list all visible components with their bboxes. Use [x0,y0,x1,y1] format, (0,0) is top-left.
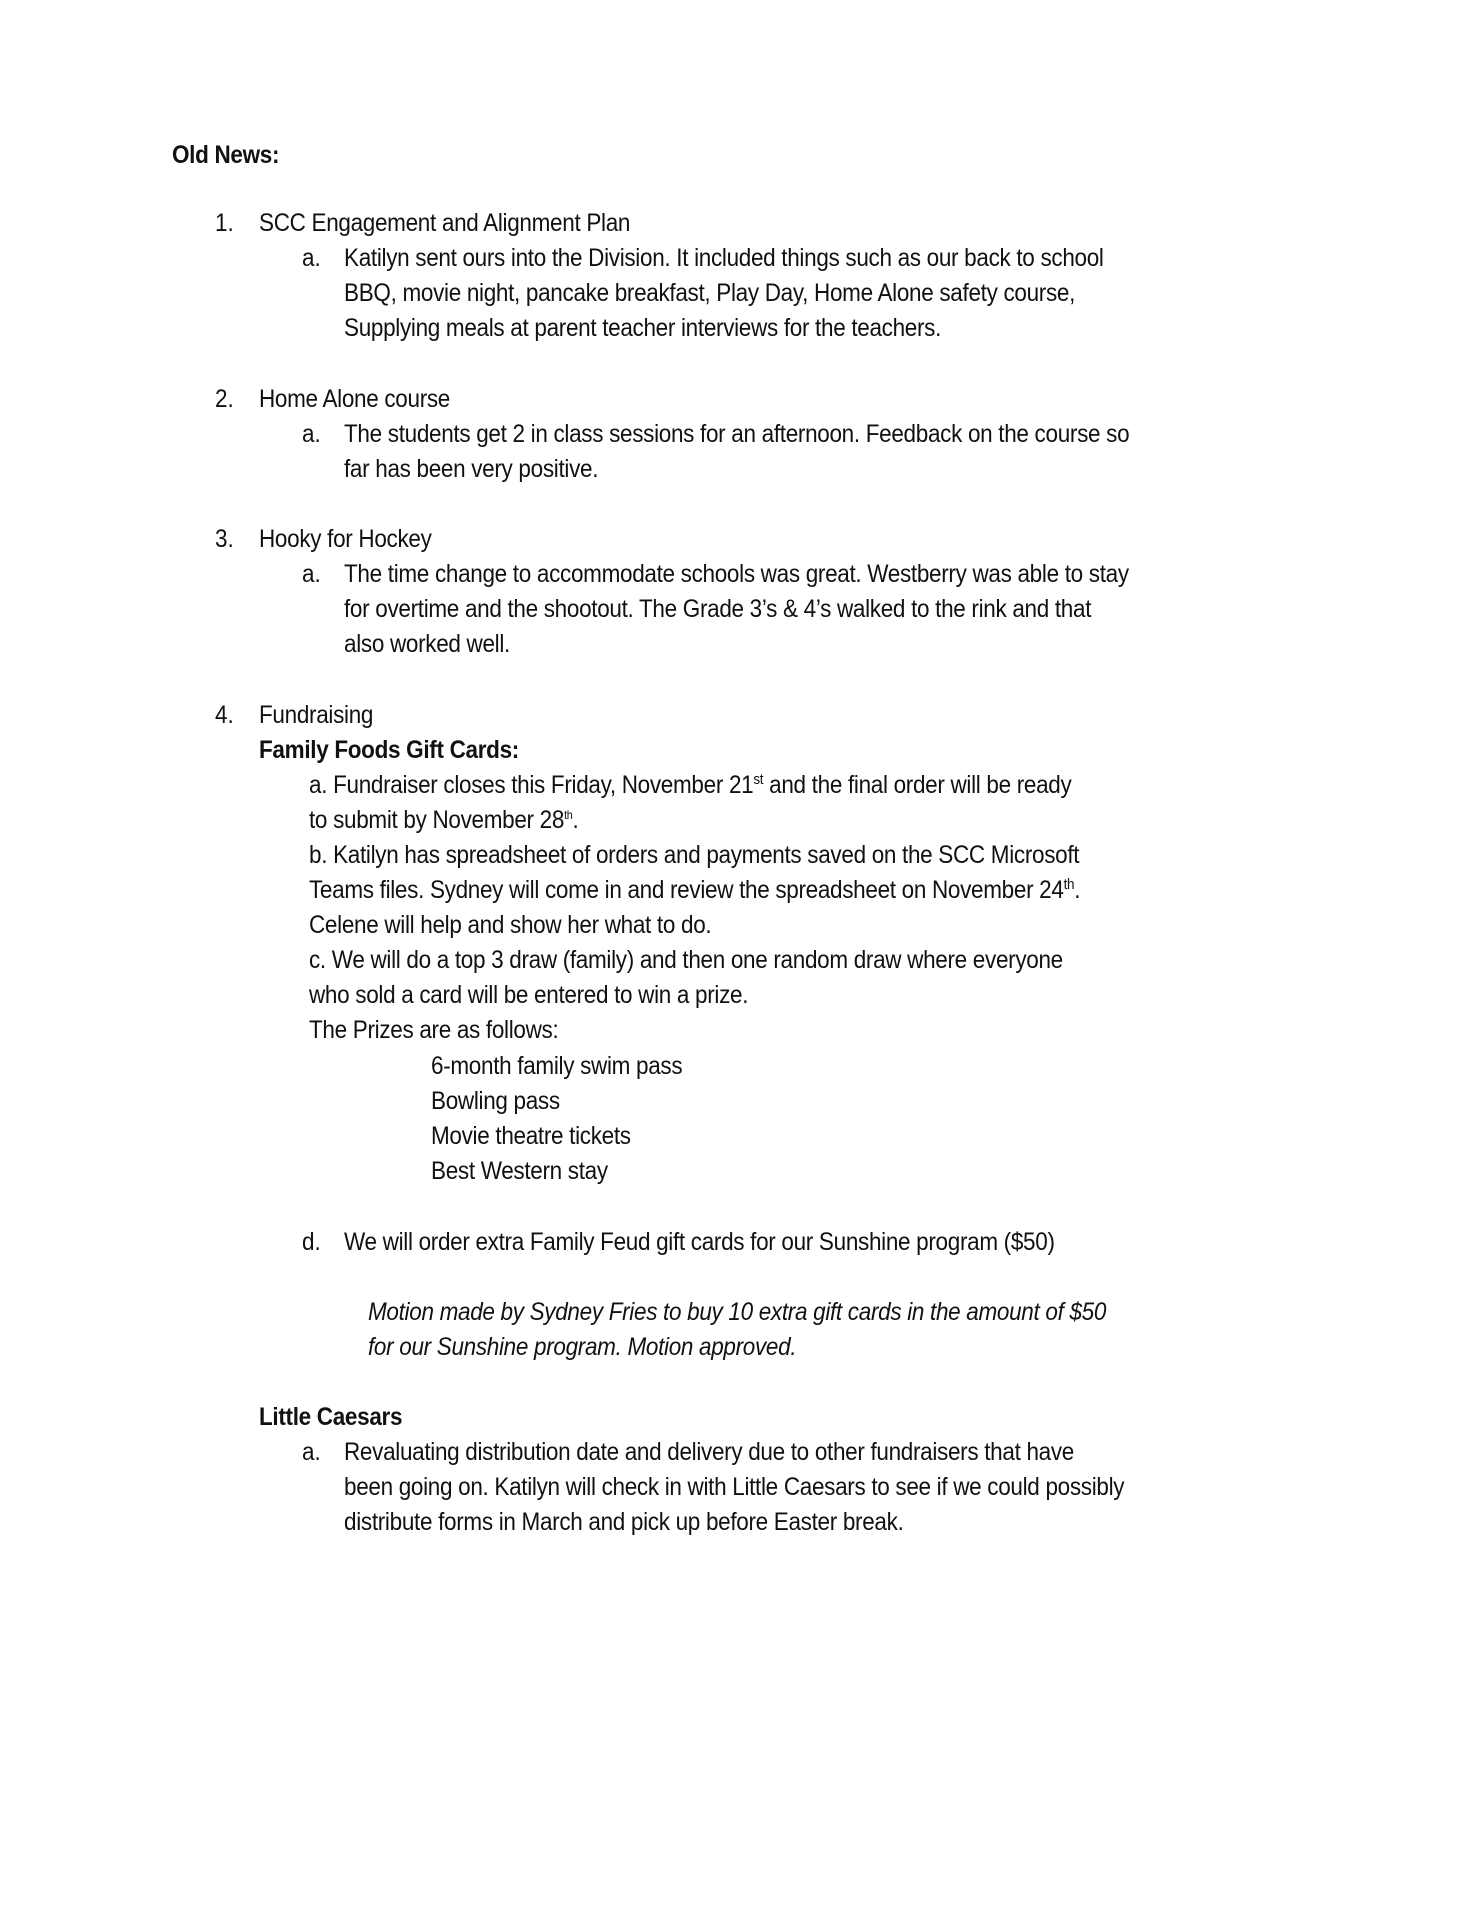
subitem-marker: a. [302,560,321,588]
subitem-line: Katilyn sent ours into the Division. It included things such as our back to school [344,244,1104,272]
text: to submit by November 28 [309,806,565,834]
subsection-heading-family-foods: Family Foods Gift Cards: [259,736,519,764]
item-number: 2. [215,385,234,413]
item-number: 3. [215,525,234,553]
family-foods-item-c-line2: who sold a card will be entered to win a prize. [309,981,749,1009]
subitem-line: far has been very positive. [344,455,599,483]
text: and the final order will be ready [763,771,1072,799]
subitem-line: BBQ, movie night, pancake breakfast, Play Day, Home Alone safety course, [344,279,1076,307]
item-title-scc-engagement: SCC Engagement and Alignment Plan [259,209,631,237]
prize-item: 6-month family swim pass [431,1052,683,1080]
text: . [1074,876,1081,904]
text: a. Fundraiser closes this Friday, November 21 [309,771,754,799]
subitem-line: Supplying meals at parent teacher interviews for the teachers. [344,314,942,342]
text: Teams files. Sydney will come in and review the spreadsheet on November 24 [309,876,1064,904]
family-foods-item-a-line2 [309,803,578,838]
family-foods-item-b-line2 [309,873,1080,908]
superscript: th [564,808,573,822]
item-title-hooky-for-hockey: Hooky for Hockey [259,525,432,553]
superscript: th [1063,876,1075,893]
subitem-marker: a. [302,1438,321,1466]
prize-item: Movie theatre tickets [431,1122,631,1150]
motion-line: for our Sunshine program. Motion approved. [368,1333,797,1361]
family-foods-item-d: We will order extra Family Feud gift cards for our Sunshine program ($50) [344,1228,1055,1256]
prize-item: Bowling pass [431,1087,560,1115]
superscript: st [753,771,764,788]
motion-line: Motion made by Sydney Fries to buy 10 extra gift cards in the amount of $50 [368,1298,1107,1326]
item-number: 1. [215,209,234,237]
item-title-home-alone: Home Alone course [259,385,451,413]
subitem-line: for overtime and the shootout. The Grade 3’s & 4’s walked to the rink and that [344,595,1092,623]
subitem-line: been going on. Katilyn will check in with Little Caesars to see if we could possibly [344,1473,1125,1501]
subitem-marker: a. [302,244,321,272]
subitem-line: The time change to accommodate schools was great. Westberry was able to stay [344,560,1129,588]
family-foods-item-a-line1 [309,768,1071,803]
text: . [572,806,579,834]
family-foods-item-b-line1: b. Katilyn has spreadsheet of orders and payments saved on the SCC Microsoft [309,841,1080,869]
item-number: 4. [215,701,234,729]
item-title-fundraising: Fundraising [259,701,374,729]
section-heading-old-news: Old News: [172,141,280,169]
subitem-marker: d. [302,1228,321,1256]
subitem-line: The students get 2 in class sessions for an afternoon. Feedback on the course so [344,420,1130,448]
prizes-intro: The Prizes are as follows: [309,1016,559,1044]
subitem-marker: a. [302,420,321,448]
subsection-heading-little-caesars: Little Caesars [259,1403,403,1431]
prize-item: Best Western stay [431,1157,608,1185]
subitem-line: Revaluating distribution date and delivery due to other fundraisers that have [344,1438,1074,1466]
family-foods-item-b-line3: Celene will help and show her what to do. [309,911,712,939]
subitem-line: distribute forms in March and pick up before Easter break. [344,1508,904,1536]
subitem-line: also worked well. [344,630,510,658]
family-foods-item-c-line1: c. We will do a top 3 draw (family) and then one random draw where everyone [309,946,1063,974]
